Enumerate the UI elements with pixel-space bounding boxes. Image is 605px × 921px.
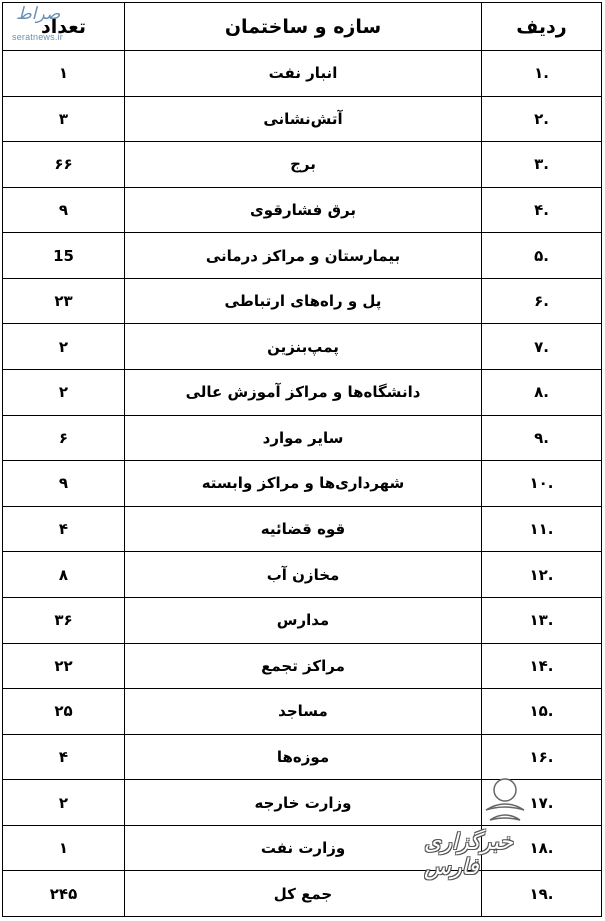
row-name-cell: انبار نفت	[125, 51, 482, 97]
row-count-cell: ۳۶	[3, 597, 125, 643]
row-index-cell: .۳	[482, 142, 602, 188]
header-index: ردیف	[482, 3, 602, 51]
table-row	[3, 552, 602, 598]
row-index-cell: .۹	[482, 415, 602, 461]
row-index-cell: .۱۴	[482, 643, 602, 689]
row-count-cell: ۱	[3, 825, 125, 871]
row-name-cell: شهرداری‌ها و مراکز وابسته	[125, 461, 482, 507]
row-name-cell: جمع کل	[125, 871, 482, 917]
row-name-cell: پل و راه‌های ارتباطی	[125, 278, 482, 324]
row-name-cell: قوه قضائیه	[125, 506, 482, 552]
row-name-cell: مساجد	[125, 689, 482, 735]
row-count-cell: 15	[3, 233, 125, 279]
row-index-cell: .۱۷	[482, 780, 602, 826]
row-count-cell: ۲	[3, 780, 125, 826]
table-row	[3, 734, 602, 780]
row-index-cell: .۴	[482, 187, 602, 233]
header-name: سازه و ساختمان	[125, 3, 482, 51]
row-count-cell: ۹	[3, 461, 125, 507]
table-row	[3, 370, 602, 416]
row-count-cell: ۲۵	[3, 689, 125, 735]
row-name-cell: موزه‌ها	[125, 734, 482, 780]
row-index-cell: .۷	[482, 324, 602, 370]
row-name-cell: مراکز تجمع	[125, 643, 482, 689]
header-count: تعداد	[3, 3, 125, 51]
row-count-cell: ۶۶	[3, 142, 125, 188]
row-count-cell: ۱	[3, 51, 125, 97]
row-name-cell: آتش‌نشانی	[125, 96, 482, 142]
table-row	[3, 142, 602, 188]
row-count-cell: ۲۴۵	[3, 871, 125, 917]
row-index-cell: .۱۶	[482, 734, 602, 780]
row-index-cell: .۱۹	[482, 871, 602, 917]
table-row	[3, 825, 602, 871]
row-name-cell: مخازن آب	[125, 552, 482, 598]
row-name-cell: بیمارستان و مراکز درمانی	[125, 233, 482, 279]
header-row	[3, 3, 602, 51]
table-row	[3, 233, 602, 279]
row-name-cell: برق فشارقوی	[125, 187, 482, 233]
row-name-cell: برج	[125, 142, 482, 188]
row-name-cell: سایر موارد	[125, 415, 482, 461]
table-row	[3, 643, 602, 689]
row-index-cell: .۱۱	[482, 506, 602, 552]
serat-site-text: seratnews.ir	[12, 32, 63, 42]
table-row	[3, 324, 602, 370]
row-count-cell: ۴	[3, 506, 125, 552]
table-row	[3, 51, 602, 97]
row-count-cell: ۸	[3, 552, 125, 598]
structures-table	[2, 2, 602, 917]
row-index-cell: .۶	[482, 278, 602, 324]
row-name-cell: دانشگاه‌ها و مراکز آموزش عالی	[125, 370, 482, 416]
table-row	[3, 461, 602, 507]
table-row	[3, 506, 602, 552]
row-index-cell: .۲	[482, 96, 602, 142]
row-name-cell: وزارت نفت	[125, 825, 482, 871]
row-index-cell: .۱	[482, 51, 602, 97]
serat-logo-text: صراط	[16, 4, 61, 24]
row-index-cell: .۱۲	[482, 552, 602, 598]
table-row	[3, 415, 602, 461]
row-count-cell: ۹	[3, 187, 125, 233]
row-index-cell: .۱۵	[482, 689, 602, 735]
table-row	[3, 871, 602, 917]
table-row	[3, 597, 602, 643]
table-row	[3, 187, 602, 233]
row-name-cell: مدارس	[125, 597, 482, 643]
row-count-cell: ۲	[3, 370, 125, 416]
row-count-cell: ۳	[3, 96, 125, 142]
table-body	[3, 51, 602, 917]
table-row	[3, 96, 602, 142]
fars-logo-text: خبرگزاری فارس	[424, 830, 513, 880]
row-index-cell: .۱۸	[482, 825, 602, 871]
row-count-cell: ۲۳	[3, 278, 125, 324]
row-index-cell: .۱۰	[482, 461, 602, 507]
table-row	[3, 780, 602, 826]
row-count-cell: ۲۲	[3, 643, 125, 689]
row-index-cell: .۱۳	[482, 597, 602, 643]
row-name-cell: پمپ‌بنزین	[125, 324, 482, 370]
row-index-cell: .۸	[482, 370, 602, 416]
table-row	[3, 278, 602, 324]
row-name-cell: وزارت خارجه	[125, 780, 482, 826]
row-count-cell: ۴	[3, 734, 125, 780]
table-row	[3, 689, 602, 735]
row-count-cell: ۲	[3, 324, 125, 370]
row-count-cell: ۶	[3, 415, 125, 461]
row-index-cell: .۵	[482, 233, 602, 279]
